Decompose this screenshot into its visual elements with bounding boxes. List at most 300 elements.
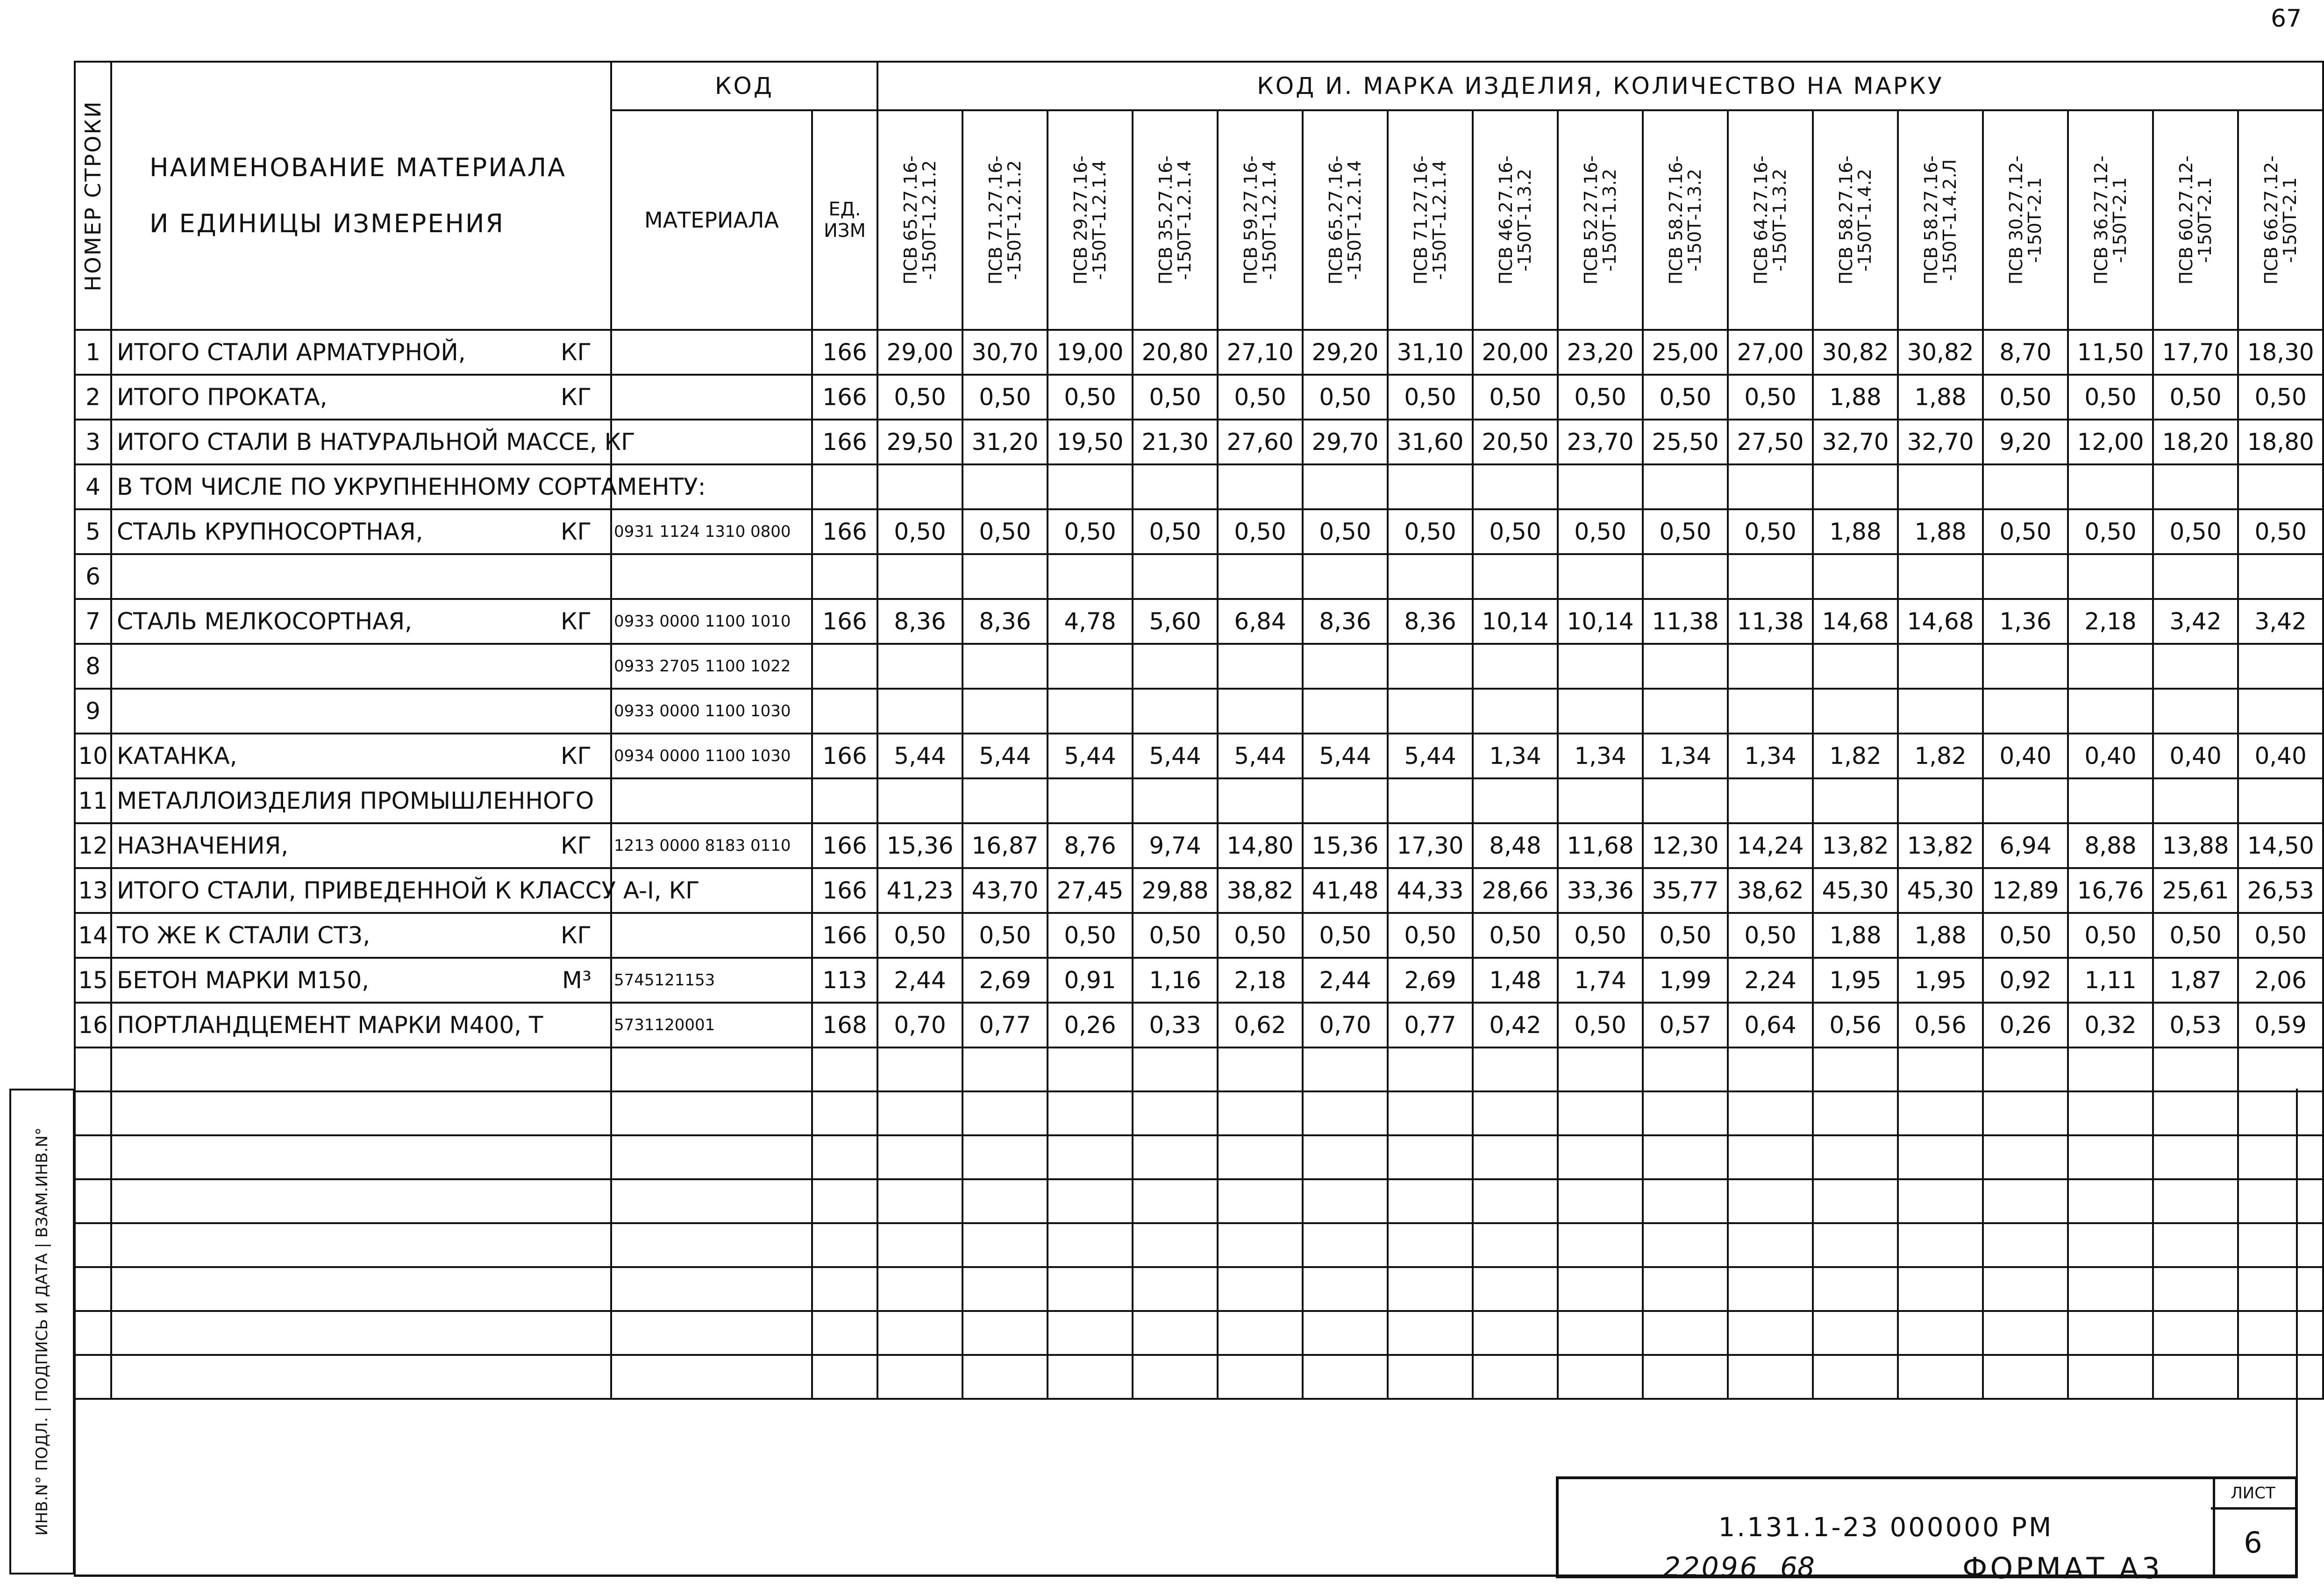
- quantity-cell: 20,50: [1473, 420, 1558, 464]
- quantity-cell: 8,88: [2068, 823, 2153, 868]
- quantity-cell: 0,70: [1303, 1003, 1388, 1047]
- quantity-cell: [1728, 778, 1813, 823]
- product-header: ПСВ 64.27.16- -150Т-1.3.2: [1728, 110, 1813, 330]
- quantity-cell: 0,50: [1133, 913, 1218, 958]
- quantity-cell: [1643, 554, 1728, 599]
- product-header: ПСВ 30.27.12- -150Т-2.1: [1983, 110, 2068, 330]
- empty-cell: [877, 1223, 962, 1267]
- quantity-cell: [1473, 644, 1558, 689]
- empty-cell: [111, 1047, 611, 1091]
- empty-cell: [2238, 1355, 2323, 1399]
- quantity-cell: 0,57: [1643, 1003, 1728, 1047]
- empty-cell: [1813, 1091, 1898, 1135]
- quantity-cell: [1473, 464, 1558, 509]
- quantity-cell: 0,50: [962, 509, 1048, 554]
- quantity-cell: [2153, 464, 2238, 509]
- quantity-cell: 9,20: [1983, 420, 2068, 464]
- format-label: ФОРМАТ А3: [1962, 1551, 2163, 1585]
- empty-cell: [1473, 1267, 1558, 1311]
- quantity-cell: 27,50: [1728, 420, 1813, 464]
- empty-cell: [962, 1267, 1048, 1311]
- empty-cell: [812, 1355, 877, 1399]
- empty-cell: [1388, 1135, 1473, 1179]
- empty-cell: [812, 1179, 877, 1223]
- empty-cell: [1303, 1179, 1388, 1223]
- quantity-cell: 45,30: [1898, 868, 1983, 913]
- empty-row: [75, 1223, 2323, 1267]
- quantity-cell: [962, 778, 1048, 823]
- quantity-cell: 0,70: [877, 1003, 962, 1047]
- table-row: [75, 958, 2323, 1003]
- quantity-cell: 25,00: [1643, 330, 1728, 375]
- product-header: ПСВ 52.27.16- -150Т-1.3.2: [1558, 110, 1643, 330]
- empty-cell: [1558, 1311, 1643, 1355]
- quantity-cell: 0,50: [1643, 509, 1728, 554]
- empty-cell: [1303, 1355, 1388, 1399]
- empty-cell: [1473, 1223, 1558, 1267]
- empty-cell: [1643, 1267, 1728, 1311]
- empty-cell: [611, 1311, 812, 1355]
- quantity-cell: [877, 644, 962, 689]
- product-header: ПСВ 46.27.16- -150Т-1.3.2: [1473, 110, 1558, 330]
- row-number: 1: [75, 330, 111, 375]
- quantity-cell: 5,44: [1133, 734, 1218, 778]
- empty-cell: [2153, 1355, 2238, 1399]
- quantity-cell: [1813, 464, 1898, 509]
- table-row: [75, 420, 2323, 464]
- unit-code: 166: [812, 734, 877, 778]
- quantity-cell: 38,82: [1218, 868, 1303, 913]
- empty-cell: [877, 1091, 962, 1135]
- quantity-cell: [1728, 689, 1813, 734]
- quantity-cell: [962, 644, 1048, 689]
- quantity-cell: 1,87: [2153, 958, 2238, 1003]
- row-number: 8: [75, 644, 111, 689]
- quantity-cell: 8,36: [1303, 599, 1388, 644]
- empty-cell: [877, 1355, 962, 1399]
- quantity-cell: 5,44: [962, 734, 1048, 778]
- document-code: 1.131.1-23 000000 РМ: [1559, 1479, 2215, 1575]
- quantity-cell: [1558, 464, 1643, 509]
- material-code: 0934 0000 1100 1030: [611, 734, 812, 778]
- quantity-cell: 2,18: [2068, 599, 2153, 644]
- quantity-cell: [1303, 464, 1388, 509]
- quantity-cell: 1,88: [1813, 913, 1898, 958]
- quantity-cell: [1048, 644, 1133, 689]
- quantity-cell: 4,78: [1048, 599, 1133, 644]
- quantity-cell: 1,88: [1898, 913, 1983, 958]
- quantity-cell: 20,80: [1133, 330, 1218, 375]
- empty-cell: [611, 1135, 812, 1179]
- quantity-cell: [1388, 644, 1473, 689]
- empty-cell: [75, 1179, 111, 1223]
- quantity-cell: 0,50: [877, 509, 962, 554]
- row-number: 5: [75, 509, 111, 554]
- material-name: КГ КАТАНКА,: [111, 734, 611, 778]
- material-name: [111, 644, 611, 689]
- material-name: М³ БЕТОН МАРКИ М150,: [111, 958, 611, 1003]
- quantity-cell: 2,44: [1303, 958, 1388, 1003]
- quantity-cell: 0,56: [1898, 1003, 1983, 1047]
- quantity-cell: 0,50: [1218, 375, 1303, 420]
- quantity-cell: [1728, 644, 1813, 689]
- quantity-cell: 0,50: [2238, 509, 2323, 554]
- quantity-cell: 19,50: [1048, 420, 1133, 464]
- empty-row: [75, 1135, 2323, 1179]
- empty-cell: [812, 1267, 877, 1311]
- empty-cell: [812, 1223, 877, 1267]
- quantity-cell: 0,50: [2153, 913, 2238, 958]
- quantity-cell: 0,53: [2153, 1003, 2238, 1047]
- quantity-cell: 0,50: [962, 913, 1048, 958]
- quantity-cell: 11,38: [1643, 599, 1728, 644]
- empty-cell: [75, 1047, 111, 1091]
- empty-row: [75, 1311, 2323, 1355]
- material-name: [111, 689, 611, 734]
- quantity-cell: 3,42: [2238, 599, 2323, 644]
- empty-cell: [1728, 1047, 1813, 1091]
- quantity-cell: [1218, 778, 1303, 823]
- empty-cell: [1728, 1179, 1813, 1223]
- material-name: КГ ИТОГО СТАЛИ АРМАТУРНОЙ,: [111, 330, 611, 375]
- quantity-cell: 9,74: [1133, 823, 1218, 868]
- quantity-cell: 0,50: [1303, 913, 1388, 958]
- table-row: [75, 868, 2323, 913]
- quantity-cell: 0,50: [1303, 509, 1388, 554]
- quantity-cell: [877, 554, 962, 599]
- material-name: КГ ТО ЖЕ К СТАЛИ СТ3,: [111, 913, 611, 958]
- empty-cell: [962, 1311, 1048, 1355]
- quantity-cell: [2238, 644, 2323, 689]
- quantity-cell: 0,50: [2153, 509, 2238, 554]
- quantity-cell: [1898, 464, 1983, 509]
- empty-cell: [1558, 1047, 1643, 1091]
- quantity-cell: 18,20: [2153, 420, 2238, 464]
- quantity-cell: 11,50: [2068, 330, 2153, 375]
- empty-cell: [2068, 1267, 2153, 1311]
- quantity-cell: 0,50: [1048, 913, 1133, 958]
- quantity-cell: 16,76: [2068, 868, 2153, 913]
- unit-code: 166: [812, 823, 877, 868]
- row-number-header: НОМЕР СТРОКИ: [75, 62, 111, 330]
- quantity-cell: 0,50: [1728, 509, 1813, 554]
- material-code: [611, 554, 812, 599]
- quantity-cell: 1,34: [1728, 734, 1813, 778]
- unit-code: [812, 554, 877, 599]
- empty-cell: [611, 1355, 812, 1399]
- quantity-cell: [1558, 644, 1643, 689]
- quantity-cell: [2238, 554, 2323, 599]
- quantity-cell: [2238, 689, 2323, 734]
- quantity-cell: 27,60: [1218, 420, 1303, 464]
- quantity-cell: 0,50: [2068, 913, 2153, 958]
- unit-code: 113: [812, 958, 877, 1003]
- empty-cell: [1558, 1267, 1643, 1311]
- empty-cell: [1303, 1311, 1388, 1355]
- empty-cell: [1898, 1179, 1983, 1223]
- empty-cell: [111, 1355, 611, 1399]
- empty-cell: [2068, 1179, 2153, 1223]
- table-row: [75, 778, 2323, 823]
- empty-cell: [1218, 1311, 1303, 1355]
- quantity-cell: [1133, 644, 1218, 689]
- empty-cell: [877, 1179, 962, 1223]
- quantity-cell: [1133, 778, 1218, 823]
- empty-cell: [1218, 1047, 1303, 1091]
- unit-code: 166: [812, 330, 877, 375]
- empty-cell: [877, 1267, 962, 1311]
- frame-right-line: [2296, 1089, 2298, 1476]
- empty-cell: [611, 1179, 812, 1223]
- material-name: В ТОМ ЧИСЛЕ ПО УКРУПНЕННОМУ СОРТАМЕНТУ:: [111, 464, 611, 509]
- empty-cell: [1388, 1267, 1473, 1311]
- empty-cell: [1473, 1091, 1558, 1135]
- row-number: 9: [75, 689, 111, 734]
- empty-cell: [1728, 1223, 1813, 1267]
- quantity-cell: 0,50: [1643, 375, 1728, 420]
- material-name: МЕТАЛЛОИЗДЕЛИЯ ПРОМЫШЛЕННОГО: [111, 778, 611, 823]
- empty-cell: [962, 1223, 1048, 1267]
- quantity-cell: 0,50: [1048, 375, 1133, 420]
- quantity-cell: 1,74: [1558, 958, 1643, 1003]
- empty-row: [75, 1091, 2323, 1135]
- empty-cell: [1728, 1355, 1813, 1399]
- empty-cell: [877, 1047, 962, 1091]
- quantity-cell: [1558, 554, 1643, 599]
- quantity-cell: [1983, 778, 2068, 823]
- quantity-cell: 18,80: [2238, 420, 2323, 464]
- empty-cell: [1813, 1267, 1898, 1311]
- unit-header: ЕД. ИЗМ: [812, 110, 877, 330]
- quantity-cell: 0,42: [1473, 1003, 1558, 1047]
- quantity-cell: 25,61: [2153, 868, 2238, 913]
- quantity-cell: 11,68: [1558, 823, 1643, 868]
- quantity-cell: [1898, 689, 1983, 734]
- empty-cell: [2153, 1047, 2238, 1091]
- empty-cell: [1983, 1267, 2068, 1311]
- quantity-cell: 8,76: [1048, 823, 1133, 868]
- quantity-cell: 35,77: [1643, 868, 1728, 913]
- empty-cell: [2068, 1135, 2153, 1179]
- quantity-cell: 0,50: [1558, 1003, 1643, 1047]
- quantity-cell: 33,36: [1558, 868, 1643, 913]
- quantity-cell: 10,14: [1558, 599, 1643, 644]
- quantity-cell: [2068, 644, 2153, 689]
- quantity-cell: [1728, 464, 1813, 509]
- quantity-cell: 27,45: [1048, 868, 1133, 913]
- empty-cell: [1898, 1135, 1983, 1179]
- empty-cell: [111, 1267, 611, 1311]
- quantity-cell: 5,44: [1218, 734, 1303, 778]
- quantity-cell: 14,80: [1218, 823, 1303, 868]
- empty-cell: [2068, 1311, 2153, 1355]
- quantity-cell: 11,38: [1728, 599, 1813, 644]
- quantity-cell: 27,00: [1728, 330, 1813, 375]
- empty-cell: [611, 1091, 812, 1135]
- quantity-cell: 0,40: [2153, 734, 2238, 778]
- quantity-cell: 14,68: [1813, 599, 1898, 644]
- empty-cell: [1983, 1223, 2068, 1267]
- quantity-cell: 5,44: [1303, 734, 1388, 778]
- quantity-cell: 0,50: [1983, 509, 2068, 554]
- empty-cell: [962, 1355, 1048, 1399]
- quantity-cell: [1983, 464, 2068, 509]
- material-code: 0933 2705 1100 1022: [611, 644, 812, 689]
- empty-cell: [2153, 1223, 2238, 1267]
- empty-cell: [1388, 1047, 1473, 1091]
- unit-code: [812, 778, 877, 823]
- unit-code: 168: [812, 1003, 877, 1047]
- empty-cell: [1643, 1179, 1728, 1223]
- quantity-cell: [2068, 778, 2153, 823]
- empty-cell: [1898, 1267, 1983, 1311]
- quantity-cell: 1,88: [1898, 375, 1983, 420]
- products-header: КОД И. МАРКА ИЗДЕЛИЯ, КОЛИЧЕСТВО НА МАРКУ: [877, 62, 2323, 110]
- quantity-cell: 0,50: [2068, 375, 2153, 420]
- empty-cell: [1218, 1267, 1303, 1311]
- empty-cell: [1898, 1311, 1983, 1355]
- quantity-cell: 23,70: [1558, 420, 1643, 464]
- material-name: ПОРТЛАНДЦЕМЕНТ МАРКИ М400, Т: [111, 1003, 611, 1047]
- quantity-cell: 0,50: [962, 375, 1048, 420]
- row-number: 2: [75, 375, 111, 420]
- empty-cell: [1303, 1267, 1388, 1311]
- empty-cell: [1048, 1047, 1133, 1091]
- quantity-cell: 0,50: [1728, 375, 1813, 420]
- quantity-cell: 0,50: [1303, 375, 1388, 420]
- quantity-cell: 29,88: [1133, 868, 1218, 913]
- product-header: ПСВ 65.27.16- -150Т-1.2.1.2: [877, 110, 962, 330]
- quantity-cell: [1303, 778, 1388, 823]
- empty-cell: [1813, 1223, 1898, 1267]
- material-name: КГ СТАЛЬ КРУПНОСОРТНАЯ,: [111, 509, 611, 554]
- table-row: [75, 823, 2323, 868]
- quantity-cell: [1983, 644, 2068, 689]
- empty-cell: [1218, 1179, 1303, 1223]
- empty-cell: [611, 1047, 812, 1091]
- quantity-cell: [1388, 778, 1473, 823]
- quantity-cell: [1303, 644, 1388, 689]
- empty-cell: [1558, 1135, 1643, 1179]
- empty-cell: [1048, 1355, 1133, 1399]
- row-number: 11: [75, 778, 111, 823]
- empty-cell: [1473, 1179, 1558, 1223]
- quantity-cell: 5,60: [1133, 599, 1218, 644]
- quantity-cell: [1048, 554, 1133, 599]
- quantity-cell: 0,77: [1388, 1003, 1473, 1047]
- quantity-cell: 21,30: [1133, 420, 1218, 464]
- quantity-cell: 0,50: [1983, 913, 2068, 958]
- empty-cell: [1983, 1179, 2068, 1223]
- quantity-cell: 20,00: [1473, 330, 1558, 375]
- quantity-cell: [2153, 644, 2238, 689]
- quantity-cell: 44,33: [1388, 868, 1473, 913]
- quantity-cell: 29,20: [1303, 330, 1388, 375]
- quantity-cell: 8,70: [1983, 330, 2068, 375]
- empty-cell: [75, 1135, 111, 1179]
- unit-code: 166: [812, 420, 877, 464]
- material-code: [611, 778, 812, 823]
- empty-cell: [1218, 1223, 1303, 1267]
- quantity-cell: 1,82: [1898, 734, 1983, 778]
- empty-cell: [1048, 1311, 1133, 1355]
- empty-cell: [2068, 1355, 2153, 1399]
- empty-cell: [1643, 1091, 1728, 1135]
- quantity-cell: 8,36: [877, 599, 962, 644]
- empty-cell: [1388, 1311, 1473, 1355]
- empty-cell: [962, 1047, 1048, 1091]
- empty-cell: [2238, 1311, 2323, 1355]
- quantity-cell: 26,53: [2238, 868, 2323, 913]
- product-header: ПСВ 58.27.16- -150Т-1.3.2: [1643, 110, 1728, 330]
- quantity-cell: 2,24: [1728, 958, 1813, 1003]
- quantity-cell: [962, 554, 1048, 599]
- quantity-cell: 2,69: [962, 958, 1048, 1003]
- quantity-cell: 0,40: [2068, 734, 2153, 778]
- quantity-cell: 31,10: [1388, 330, 1473, 375]
- table-row: [75, 644, 2323, 689]
- quantity-cell: 6,94: [1983, 823, 2068, 868]
- empty-cell: [1558, 1223, 1643, 1267]
- quantity-cell: [1643, 778, 1728, 823]
- quantity-cell: 16,87: [962, 823, 1048, 868]
- quantity-cell: 0,50: [1558, 375, 1643, 420]
- empty-cell: [75, 1223, 111, 1267]
- quantity-cell: 1,34: [1643, 734, 1728, 778]
- quantity-cell: [1813, 554, 1898, 599]
- quantity-cell: 12,00: [2068, 420, 2153, 464]
- quantity-cell: 0,50: [2238, 375, 2323, 420]
- quantity-cell: 38,62: [1728, 868, 1813, 913]
- empty-cell: [2238, 1223, 2323, 1267]
- empty-cell: [1133, 1267, 1218, 1311]
- unit-code: 166: [812, 509, 877, 554]
- quantity-cell: 12,89: [1983, 868, 2068, 913]
- table-row: [75, 1003, 2323, 1047]
- quantity-cell: 0,91: [1048, 958, 1133, 1003]
- material-code: [611, 913, 812, 958]
- quantity-cell: 13,88: [2153, 823, 2238, 868]
- empty-cell: [1898, 1223, 1983, 1267]
- empty-cell: [1048, 1179, 1133, 1223]
- empty-cell: [1473, 1311, 1558, 1355]
- empty-cell: [75, 1311, 111, 1355]
- empty-cell: [1813, 1135, 1898, 1179]
- material-code-header: МАТЕРИАЛА: [611, 110, 812, 330]
- quantity-cell: [1813, 689, 1898, 734]
- empty-cell: [1728, 1135, 1813, 1179]
- quantity-cell: [1218, 464, 1303, 509]
- quantity-cell: 1,82: [1813, 734, 1898, 778]
- empty-cell: [1558, 1179, 1643, 1223]
- empty-cell: [1983, 1355, 2068, 1399]
- quantity-cell: 45,30: [1813, 868, 1898, 913]
- product-header: ПСВ 36.27.12- -150Т-2.1: [2068, 110, 2153, 330]
- material-name: ИТОГО СТАЛИ В НАТУРАЛЬНОЙ МАССЕ, КГ: [111, 420, 611, 464]
- empty-cell: [611, 1223, 812, 1267]
- quantity-cell: [1218, 644, 1303, 689]
- row-number: 4: [75, 464, 111, 509]
- quantity-cell: 0,50: [877, 375, 962, 420]
- empty-cell: [1388, 1179, 1473, 1223]
- quantity-cell: 30,82: [1898, 330, 1983, 375]
- quantity-cell: 0,50: [1388, 375, 1473, 420]
- quantity-cell: 15,36: [877, 823, 962, 868]
- empty-cell: [1558, 1355, 1643, 1399]
- product-header: ПСВ 65.27.16- -150Т-1.2.1.4: [1303, 110, 1388, 330]
- empty-cell: [111, 1223, 611, 1267]
- table-row: [75, 330, 2323, 375]
